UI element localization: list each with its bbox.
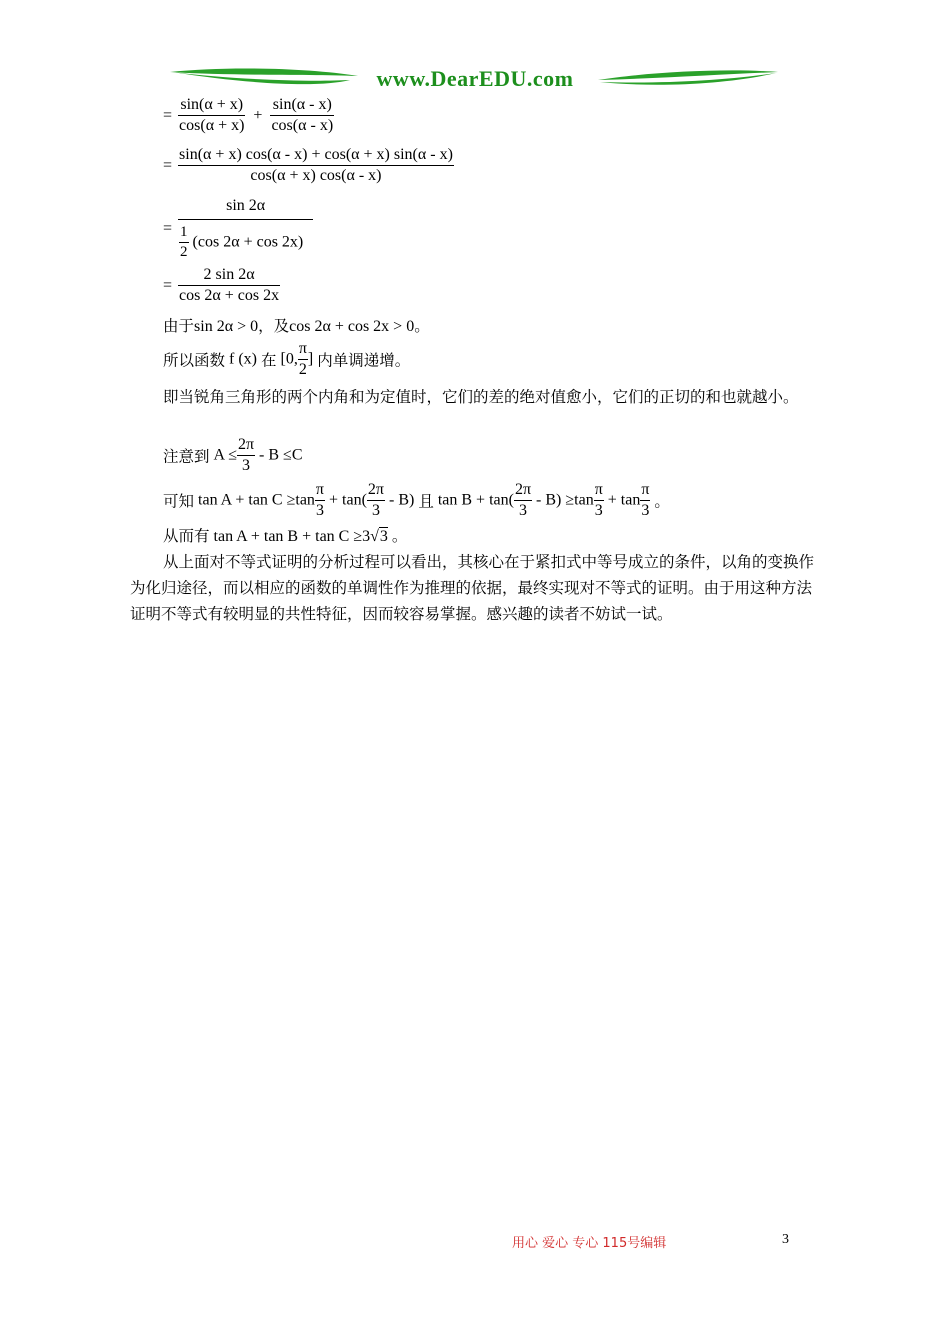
known-line — [163, 481, 670, 520]
numerator: π — [641, 481, 650, 498]
denominator-rest: (cos 2α + cos 2x) — [192, 233, 304, 251]
denominator: cos(α + x) cos(α - x) — [178, 165, 454, 185]
inline-math: - B) — [388, 491, 415, 509]
text: 内单调递增。 — [317, 351, 411, 370]
numerator: 2π — [367, 481, 384, 498]
fraction — [298, 340, 308, 379]
numerator: π — [315, 481, 324, 498]
paragraph-conclusion: 即当锐角三角形的两个内角和为定值时，它们的差的绝对值愈小，它们的正切的和也就越小。 — [163, 388, 799, 406]
equals-sign: = — [163, 106, 173, 124]
numerator: sin(α - x) — [272, 96, 332, 113]
text: 。 — [391, 527, 408, 545]
footer-editor-note: 用心 爱心 专心 115号编辑 — [512, 1236, 667, 1251]
inline-math: ] — [307, 350, 314, 368]
equals-sign: = — [163, 276, 173, 294]
text: 从而有 — [163, 527, 210, 545]
fraction — [367, 481, 385, 520]
denominator: 3 — [514, 500, 532, 520]
denominator: 3 — [237, 455, 255, 475]
inline-math: - B ≤C — [259, 446, 303, 464]
inline-math: A ≤ — [213, 446, 237, 464]
monotonic-line — [163, 340, 410, 379]
derivation-line-3 — [163, 197, 313, 261]
derivation-line-2 — [163, 146, 454, 185]
inline-math: tan A + tan C ≥tan — [198, 491, 315, 509]
sqrt-symbol: √ — [370, 528, 379, 545]
text: ，及 — [258, 317, 290, 335]
derivation-line-1 — [163, 96, 334, 135]
numerator: sin 2α — [226, 197, 266, 214]
inline-math: f (x) — [229, 350, 257, 368]
inline-math: - B) ≥tan — [536, 491, 594, 509]
denominator: 2 — [180, 244, 188, 260]
fraction — [178, 96, 245, 135]
denominator: cos(α + x) — [179, 117, 245, 134]
half-fraction — [179, 224, 189, 261]
inline-math: tan B + tan( — [437, 491, 514, 509]
paragraph-summary: 从上面对不等式证明的分析过程可以看出，其核心在于紧扣式中等号成立的条件，以角的变换作为化归途径，而以相应的函数的单调性作为推理的依据，最终实现对不等式的证明。由于用这种方法证明不等式有较明显的共性特征，因而较容易掌握。感兴趣的读者不妨试一试。 — [130, 553, 815, 623]
denominator — [178, 219, 313, 261]
note-line — [163, 436, 303, 475]
text: 。 — [414, 317, 430, 335]
fraction — [640, 481, 650, 520]
inline-math: sin 2α > 0 — [194, 318, 259, 335]
numerator: 2π — [237, 436, 255, 453]
text: 所以函数 — [163, 351, 226, 370]
fraction — [178, 266, 280, 305]
inline-math: + tan( — [329, 491, 367, 509]
numerator: π — [594, 481, 603, 498]
fraction — [270, 96, 334, 135]
fraction — [315, 481, 325, 520]
text: 可知 — [163, 492, 195, 511]
numerator: 2π — [514, 481, 532, 498]
fraction — [514, 481, 532, 520]
numerator: sin(α + x) cos(α - x) + cos(α + x) sin(α - x) — [179, 146, 453, 163]
equals-sign: = — [163, 220, 173, 237]
denominator: 3 — [367, 500, 385, 520]
fraction — [178, 146, 454, 185]
derivation-line-4 — [163, 266, 280, 305]
fraction — [178, 197, 313, 261]
page-number: 3 — [782, 1232, 789, 1247]
since-line — [163, 314, 430, 336]
numerator: π — [298, 340, 307, 357]
sqrt-argument: 3 — [379, 528, 388, 545]
denominator: cos(α - x) — [271, 117, 334, 134]
text: 且 — [418, 492, 434, 511]
fraction — [594, 481, 604, 520]
inline-math: + tan — [607, 491, 641, 509]
inline-math: cos 2α + cos 2x > 0 — [289, 318, 415, 335]
denominator: 2 — [298, 361, 307, 378]
inline-math: tan A + tan B + tan C ≥3 — [213, 528, 371, 545]
numerator: 1 — [180, 224, 188, 240]
numerator: 2 sin 2α — [203, 266, 255, 283]
fraction — [237, 436, 255, 475]
denominator: cos 2α + cos 2x — [179, 287, 280, 304]
text: 。 — [654, 492, 670, 511]
equals-sign: = — [163, 156, 173, 174]
thus-line — [163, 524, 407, 546]
text: 注意到 — [163, 447, 210, 466]
denominator: 3 — [594, 502, 603, 519]
plus-sign: + — [253, 106, 263, 124]
inline-math: [0, — [280, 350, 298, 368]
denominator: 3 — [315, 502, 324, 519]
text: 在 — [261, 351, 277, 370]
denominator: 3 — [641, 502, 650, 519]
site-url-logo: www.DearEDU.com — [376, 66, 574, 91]
numerator: sin(α + x) — [180, 96, 244, 113]
text: 由于 — [163, 317, 195, 335]
